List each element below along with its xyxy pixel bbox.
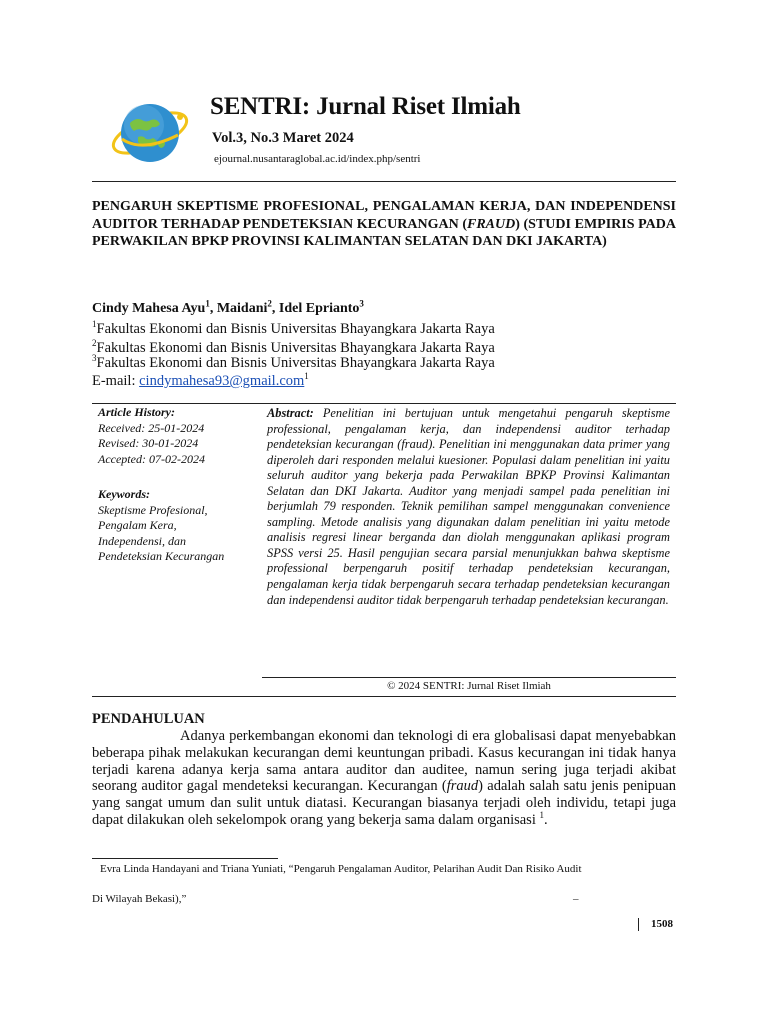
title-part-2: ) (STUDI EMPIRIS PADA PERWAKILAN BPKP PROVINSI KALIMANTAN SELATAN DAN DKI JAKARTA) <box>92 216 676 249</box>
author-sup: 3 <box>359 298 364 309</box>
globe-orbit-logo-icon <box>108 95 192 171</box>
author-sup: 1 <box>205 298 210 309</box>
title-part-1: PENGARUH SKEPTISME PROFESIONAL, PENGALAMAN KERJA, DAN INDEPENDENSI AUDITOR TERHADAP PENDETEKSIAN KECURANGAN ( <box>92 199 676 232</box>
footnote-divider <box>92 858 278 859</box>
body-paragraph <box>92 728 676 829</box>
email-line <box>92 373 309 390</box>
keyword-item: Pengalam Kera, <box>98 518 177 532</box>
author-list <box>92 298 364 317</box>
abstract <box>267 406 670 608</box>
keyword-item: Independensi, dan <box>98 533 186 548</box>
keywords-block <box>98 487 256 565</box>
article-history-label: Article History: <box>98 405 175 419</box>
author-name: Maidani <box>216 301 268 316</box>
author-separator: , <box>271 301 279 316</box>
page-number: 1508 <box>651 918 673 930</box>
author-separator: , <box>209 301 217 316</box>
revised-date: Revised: 30-01-2024 <box>98 436 199 450</box>
section-heading: PENDAHULUAN <box>92 711 205 727</box>
footnote-dash: – <box>573 893 579 905</box>
email-link[interactable]: cindymahesa93@gmail.com <box>139 373 305 389</box>
journal-logo <box>108 95 192 171</box>
affiliation-sup: 1 <box>92 319 97 330</box>
body-text-2: ) adalah salah satu jenis penipuan yang sangat umum dan sulit untuk diatasi. Kecurangan biasanya terjadi oleh individu, tetapi juga dapat dilakukan oleh sekelompok orang yang bekerja sama dalam organisasi <box>92 778 676 828</box>
title-fraud-italic: FRAUD <box>466 216 516 232</box>
affiliation-3 <box>92 355 495 372</box>
journal-volume: Vol.3, No.3 Maret 2024 <box>212 130 354 146</box>
journal-title: SENTRI: Jurnal Riset Ilmiah <box>210 93 521 120</box>
header-divider <box>92 181 676 182</box>
affiliation-text: Fakultas Ekonomi dan Bisnis Universitas Bhayangkara Jakarta Raya <box>96 355 495 371</box>
abstract-bottom-divider <box>262 677 676 678</box>
keywords-label: Keywords: <box>98 487 150 501</box>
info-box-top-divider <box>92 403 676 404</box>
abstract-label: Abstract: <box>267 406 314 420</box>
abstract-text: Penelitian ini bertujuan untuk mengetahui pengaruh skeptisme professional, pengalaman kerja, dan independensi auditor terhadap pendeteksian kecurangan (fraud). Penelitian ini menggunakan data primer yang diperoleh dari responden melalui kuesioner. Populasi dalam penelitian ini yaitu seluruh auditor yang bekerja pada Perwakilan BPKP Provinsi Kalimantan Selatan dan DKI Jakarta. Auditor yang menjadi sampel pada penelitian ini berjumlah 79 responden. Teknik pemilihan sampel menggunakan convenience sampling. Metode analisis yang digunakan dalam penelitian ini yaitu metode analisis regresi linear berganda dan diolah menggunakan aplikasi program SPSS versi 25. Hasil pengujian secara parsial menunjukkan bahwa skeptisme professional berpengaruh positif terhadap pendeteksian kecurangan, pengalaman kerja tidak berpengaruh secara terhadap pendeteksian kecurangan dan independensi auditor tidak berpengaruh terhadap pendeteksian kecurangan. <box>267 406 670 607</box>
affiliation-sup: 2 <box>92 338 97 349</box>
info-box-bottom-divider <box>92 696 676 697</box>
footnote-ref[interactable]: 1 <box>539 810 544 821</box>
affiliation-sup: 3 <box>92 353 97 364</box>
footnote-line-1: Evra Linda Handayani and Triana Yuniati, “Pengaruh Pengalaman Auditor, Pelarihan Audit Dan Risiko Audit <box>100 863 582 875</box>
accepted-date: Accepted: 07-02-2024 <box>98 451 205 466</box>
copyright-notice: © 2024 SENTRI: Jurnal Riset Ilmiah <box>387 680 551 692</box>
email-label: E-mail: <box>92 373 140 389</box>
email-sup: 1 <box>304 371 309 382</box>
keyword-item: Skeptisme Profesional, <box>98 502 208 517</box>
affiliation-1 <box>92 321 495 338</box>
author-name: Cindy Mahesa Ayu <box>92 301 206 316</box>
paper-title <box>92 198 676 251</box>
affiliation-text: Fakultas Ekonomi dan Bisnis Universitas Bhayangkara Jakarta Raya <box>96 321 495 337</box>
article-info-column <box>98 405 256 565</box>
keyword-item: Pendeteksian Kecurangan <box>98 549 225 563</box>
body-text-end: . <box>543 811 548 828</box>
affiliation-text: Fakultas Ekonomi dan Bisnis Universitas Bhayangkara Jakarta Raya <box>96 340 495 356</box>
author-sup: 2 <box>267 298 272 309</box>
footnote-line-2: Di Wilayah Bekasi),” <box>92 893 187 905</box>
journal-url[interactable]: ejournal.nusantaraglobal.ac.id/index.php/sentri <box>214 153 421 165</box>
body-text-1: Adanya perkembangan ekonomi dan teknologi di era globalisasi dapat menyebabkan beberapa pihak melakukan kecurangan demi keuntungan pribadi. Kasus kecurangan ini tidak hanya terjadi karena adanya kerja sama antara auditor dan auditee, namun sering juga terjadi akibat seorang auditor gagal mendeteksi kecurangan. Kecurangan ( <box>92 728 676 795</box>
body-fraud-italic: fraud <box>446 778 479 795</box>
author-name: Idel Eprianto <box>278 301 360 316</box>
received-date: Received: 25-01-2024 <box>98 420 205 435</box>
page-number-bar <box>638 918 639 931</box>
